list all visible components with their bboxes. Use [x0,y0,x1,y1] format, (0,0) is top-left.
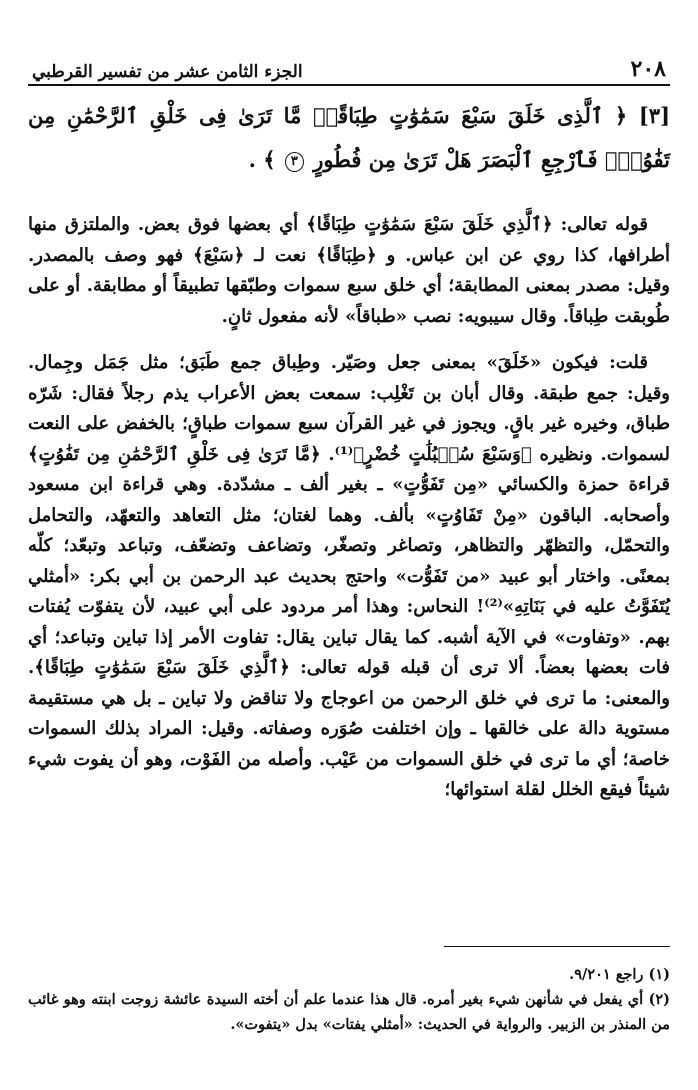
verse-closing: ﴾ . [248,147,276,172]
verse-number: [٣] [638,103,670,128]
footnote: (٢) أي يفعل في شأنهن شيء بغير أمره. قال هذا عندما علم أن أخته السيدة عائشة زوجت ابنته وهو غائب من المنذر بن الزبير. والرواية في الحديث: «أمثلي يفتات» بدل «يتفوت». [28,991,670,1033]
running-title: الجزء الثامن عشر من تفسير القرطبي [32,62,303,82]
page [28,56,670,822]
footnote: (١) راجع ٩/٢٠١. [569,966,670,983]
page-number: ٢٠٨ [630,56,666,82]
footnotes [28,962,670,1037]
ayah-end-marker: ٣ [285,152,304,172]
paragraph: قوله تعالى: ﴿ٱلَّذِي خَلَقَ سَبْعَ سَمَٰوَٰتٍ طِبَاقًا﴾ أي بعضها فوق بعض. والملتزق منها أطرافها، كذا روي عن ابن عباس. و ﴿طِبَاقًا﴾ نعت لـ ﴿سَبْعَ﴾ فهو وصف بالمصدر. وقيل: مصدر بمعنى المطابقة؛ أي خلق سبع سموات وطبّقها تطبيقاً أو مطابقة. أو على طُوبقت طِباقاً. وقال سيبويه: نصب «طباقاً» لأنه مفعول ثانٍ. [28,214,670,327]
quran-verse [28,94,670,182]
running-header [28,56,670,86]
verse-text: ﴿ ٱلَّذِى خَلَقَ سَبْعَ سَمَٰوَٰتٍ طِبَاقًاۖ مَّا تَرَىٰ فِى خَلْقِ ٱلرَّحْمَٰنِ مِن تَفَٰوُتٍۖ فَٱرْجِعِ ٱلْبَصَرَ هَلْ تَرَىٰ مِن فُطُورٍ [28,103,670,172]
commentary-body [28,210,670,806]
footnote-separator [444,946,670,947]
paragraph: قلت: فيكون «خَلَقَ» بمعنى جعل وصَيّر. وطِباق جمع طَبَق؛ مثل جَمَل وجِمال. وقيل: جمع طبقة. وقال أبان بن تَغْلِب: سمعت بعض الأعراب يذم رجلاً فقال: شَرّه طباق، وخيره غير باقٍ. ويجوز في غير القرآن سبع سموات طباقٍ؛ بالخفض على النعت لسموات. ونظيره ﴿وَسَبْعَ سُنۢبُلَٰتٍ خُضْرٍ﴾⁽¹⁾. ﴿مَّا تَرَىٰ فِى خَلْقِ ٱلرَّحْمَٰنِ مِن تَفَٰوُتٍ﴾ قراءة حمزة والكسائي «مِن تَفَوُّتٍ» ـ بغير ألف ـ مشدّدة. وهي قراءة ابن مسعود وأصحابه. الباقون «مِنْ تَفَاوُتٍ» بألف. وهما لغتان؛ مثل التعاهد والتعهّد، والتحامل والتحمّل، والتظهّر والتظاهر، وتصاغر وتصغّر، وتضاعف وتضعّف، وتباعد وتبعّد؛ كلّه بمعنًى. واختار أبو عبيد «من تَفَوُّت» واحتج بحديث عبد الرحمن بن أبي بكر: «أمثلي يُتَفَوَّتُ عليه في بَنَاتِهِ»⁽²⁾! النحاس: وهذا أمر مردود على أبي عبيد، لأن يتفوّت يُفتات بهم. «وتفاوت» في الآية أشبه. كما يقال تباين يقال: تفاوت الأمر إذا تباين وتباعد؛ أي فات بعضها بعضاً. ألا ترى أن قبله قوله تعالى: ﴿ٱلَّذِي خَلَقَ سَبْعَ سَمَٰوَٰتٍ طِبَاقًا﴾. والمعنى: ما ترى في خلق الرحمن من اعوجاج ولا تناقض ولا تباين ـ بل هي مستقيمة مستوية دالة على خالقها ـ وإن اختلفت صُوَره وصفاته. وقيل: المراد بذلك السموات خاصة؛ أي ما ترى في خلق السموات من عَيْب. وأصله من الفَوْت، وهو أن يفوت شيء شيئاً فيقع الخلل لقلة استوائها؛ [28,352,670,800]
